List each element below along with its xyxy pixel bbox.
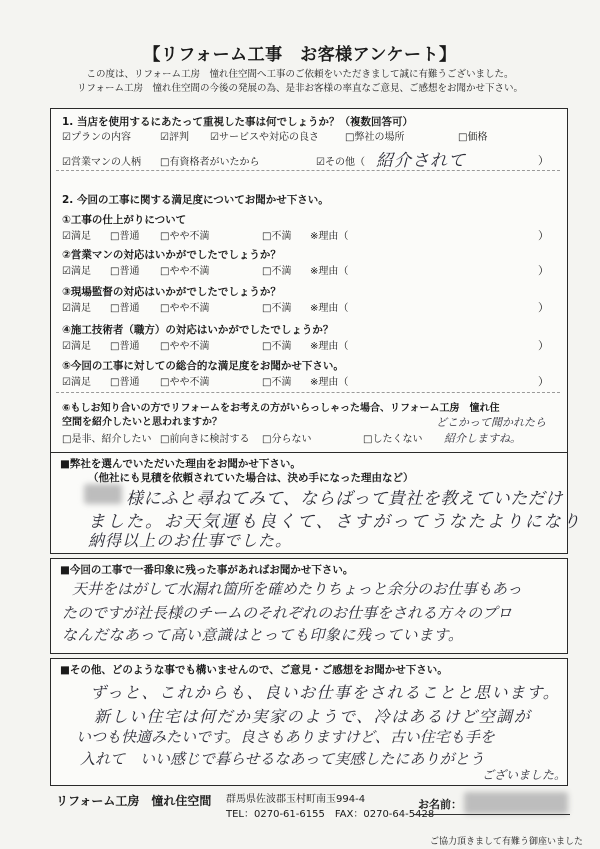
q2-item-3-somewhat[interactable]: □やや不満 xyxy=(160,303,210,314)
company-address: 群馬県佐波郡玉村町南玉994-4 xyxy=(226,794,366,805)
q2-item-3-close: ） xyxy=(538,301,549,314)
q2-item-4-normal[interactable]: □普通 xyxy=(110,341,140,352)
s5-line-1: ずっと、これからも、良いお仕事をされることと思います。 xyxy=(90,683,561,702)
divider xyxy=(56,392,560,393)
redacted-name xyxy=(84,484,122,504)
q1-opt-price[interactable]: □価格 xyxy=(458,132,488,143)
thanks-note: ご協力頂きまして有難う御座いました xyxy=(430,837,584,847)
q2-item-1-close: ） xyxy=(538,229,549,242)
s3-subheading: （他社にも見積を依頼されていた場合は、決め手になった理由など） xyxy=(88,472,414,484)
q6-handwritten-1: どこかって聞かれたら xyxy=(436,416,546,429)
q1-close-paren: ） xyxy=(538,154,549,167)
q1-opt-qualified[interactable]: □有資格者がいたから xyxy=(160,157,260,168)
q2-item-4-close: ） xyxy=(538,339,549,352)
s4-line-1: 天井をはがして水漏れ箇所を確めたりちょっと余分のお仕事もあっ xyxy=(72,580,522,598)
q2-item-3-reason[interactable]: ※理由（ xyxy=(310,303,349,314)
q2-item-2-dissatisfied[interactable]: □不満 xyxy=(262,266,292,277)
q2-item-4-dissatisfied[interactable]: □不満 xyxy=(262,341,292,352)
q2-item-5-close: ） xyxy=(538,375,549,388)
q2-item-3-dissatisfied[interactable]: □不満 xyxy=(262,303,292,314)
s5-line-5: ございました。 xyxy=(482,768,567,782)
q1-opt-service[interactable]: ☑サービスや対応の良さ xyxy=(210,132,319,143)
q2-item-4-satisfied[interactable]: ☑満足 xyxy=(62,341,91,352)
q2-item-2-close: ） xyxy=(538,264,549,277)
q2-item-5-normal[interactable]: □普通 xyxy=(110,377,140,388)
s5-line-3: いつも快適みたいです。良さもありますけど、古い住宅も手を xyxy=(76,728,495,746)
name-underline xyxy=(414,814,570,815)
q2-item-1-reason[interactable]: ※理由（ xyxy=(310,231,349,242)
q1-opt-other[interactable]: ☑その他（ xyxy=(316,157,365,168)
q1-heading: 1. 当店を使用するにあたって重視した事は何でしょうか？（複数回答可） xyxy=(62,116,413,128)
q1-opt-reputation[interactable]: ☑評判 xyxy=(160,132,189,143)
q2-item-5-satisfied[interactable]: ☑満足 xyxy=(62,377,91,388)
q2-item-1-somewhat[interactable]: □やや不満 xyxy=(160,231,210,242)
q2-item-1-satisfied[interactable]: ☑満足 xyxy=(62,231,91,242)
s4-line-3: なんだなあって高い意識はとっても印象に残っています。 xyxy=(62,626,464,644)
s3-line-1: 様にふと尋ねてみて、ならばって貴社を教えていただけ xyxy=(126,489,563,509)
q2-item-2-label: ②営業マンの対応はいかがでしたでしょうか？ xyxy=(62,249,281,261)
q1-other-answer: 紹介されて xyxy=(376,151,466,171)
q6-opt-unknown[interactable]: □分らない xyxy=(262,434,312,445)
q2-item-2-normal[interactable]: □普通 xyxy=(110,266,140,277)
s4-line-2: たのですが社長様のチームのそれぞれのお仕事をされる方々のプロ xyxy=(62,604,513,622)
q2-item-2-reason[interactable]: ※理由（ xyxy=(310,266,349,277)
s3-line-3: 納得以上のお仕事でした。 xyxy=(88,531,293,550)
q2-item-4-somewhat[interactable]: □やや不満 xyxy=(160,341,210,352)
s5-line-2: 新しい住宅は何だか実家のようで、冷はあるけど空調が xyxy=(94,707,532,726)
q2-item-2-somewhat[interactable]: □やや不満 xyxy=(160,266,210,277)
s3-heading: ■弊社を選んでいただいた理由をお聞かせ下さい。 xyxy=(60,458,301,470)
q6-handwritten-2: 紹介しますね。 xyxy=(444,432,521,445)
q2-heading: 2. 今回の工事に関する満足度についてお聞かせ下さい。 xyxy=(62,194,329,206)
q2-item-3-label: ③現場監督の対応はいかがでしたでしょうか？ xyxy=(62,286,281,298)
q6-line-2: 空間を紹介したいと思われますか？ xyxy=(62,417,222,428)
q1-opt-plan[interactable]: ☑プランの内容 xyxy=(62,132,131,143)
s5-line-4: 入れて いい感じで暮らせるなあって実感したにありがとう xyxy=(80,750,485,768)
q2-item-4-label: ④施工技術者（職方）の対応はいかがでしたでしょうか？ xyxy=(62,324,334,336)
q2-item-1-normal[interactable]: □普通 xyxy=(110,231,140,242)
redacted-name xyxy=(464,792,568,814)
s5-heading: ■その他、どのような事でも構いませんので、ご意見・ご感想をお聞かせ下さい。 xyxy=(60,664,448,676)
q6-opt-yes[interactable]: □是非、紹介したい xyxy=(62,434,152,445)
q2-item-1-dissatisfied[interactable]: □不満 xyxy=(262,231,292,242)
q2-item-3-satisfied[interactable]: ☑満足 xyxy=(62,303,91,314)
q2-item-3-normal[interactable]: □普通 xyxy=(110,303,140,314)
q1-opt-location[interactable]: □弊社の場所 xyxy=(345,132,405,143)
q6-opt-no[interactable]: □したくない xyxy=(363,434,423,445)
q2-item-1-label: ①工事の仕上がりについて xyxy=(62,214,187,226)
company-phone: TEL：0270-61-6155 FAX：0270-64-5428 xyxy=(226,809,435,820)
q6-line-1: ⑥もしお知り合いの方でリフォームをお考えの方がいらっしゃった場合、リフォーム工房 憧れ住 xyxy=(62,403,500,414)
q2-item-4-reason[interactable]: ※理由（ xyxy=(310,341,349,352)
divider xyxy=(56,170,560,171)
q2-item-2-satisfied[interactable]: ☑満足 xyxy=(62,266,91,277)
s4-heading: ■今回の工事で一番印象に残った事があればお聞かせ下さい。 xyxy=(60,564,354,576)
q2-item-5-reason[interactable]: ※理由（ xyxy=(310,377,349,388)
s3-line-2: ました。お天気運も良くて、さすがってうなたよりになり xyxy=(88,512,582,532)
page-title: 【リフォーム工事 お客様アンケート】 xyxy=(143,45,457,65)
q2-item-5-dissatisfied[interactable]: □不満 xyxy=(262,377,292,388)
q2-item-5-somewhat[interactable]: □やや不満 xyxy=(160,377,210,388)
intro-line-1: この度は、リフォーム工房 憧れ住空間へ工事のご依頼をいただきまして誠に有難うございました。 xyxy=(86,69,514,80)
q6-opt-consider[interactable]: □前向きに検討する xyxy=(160,434,250,445)
name-label: お名前： xyxy=(418,798,462,811)
q2-item-5-label: ⑤今回の工事に対しての総合的な満足度をお聞かせ下さい。 xyxy=(62,360,344,372)
q1-opt-salesperson[interactable]: ☑営業マンの人柄 xyxy=(62,157,141,168)
company-name: リフォーム工房 憧れ住空間 xyxy=(56,794,212,808)
intro-line-2: リフォーム工房 憧れ住空間の今後の発展の為、是非お客様の率直なご意見、ご感想をお聞かせ下さい。 xyxy=(76,83,524,94)
